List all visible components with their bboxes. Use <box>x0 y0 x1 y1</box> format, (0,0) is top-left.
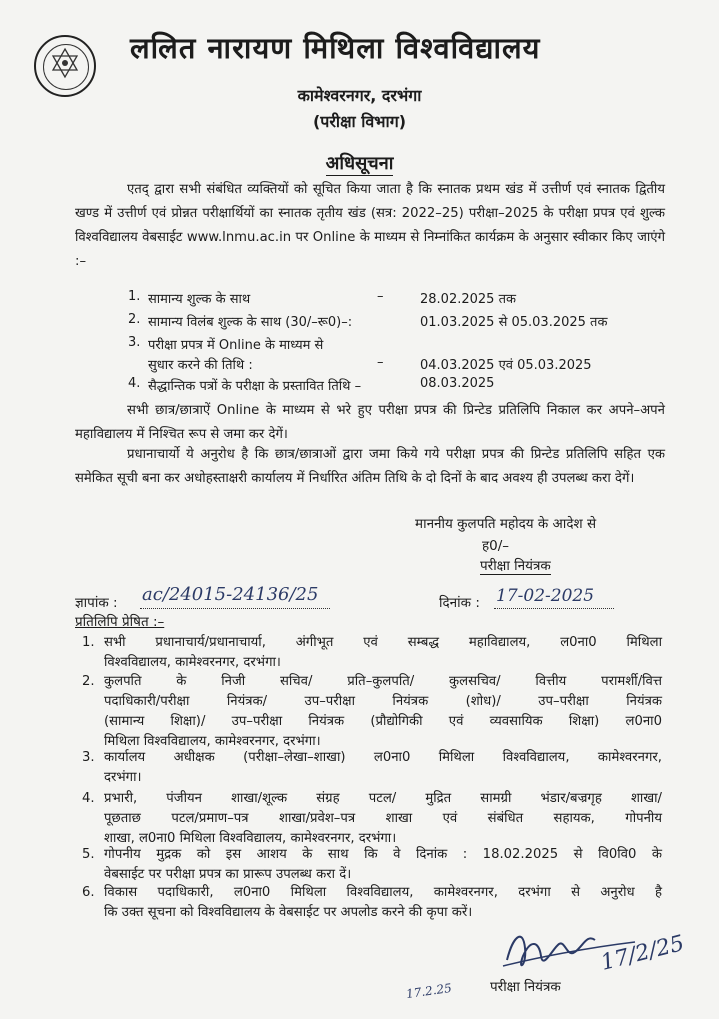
intro-paragraph: एतद् द्वारा सभी संबंधित व्यक्तियों को सूचित किया जाता है कि स्नातक प्रथम खंड में उत्तीर्ण एवं स्नातक द्वितीय खण्ड में उत्तीर्ण एवं प्रोन्नत परीक्षार्थियों का स्नातक तृतीय खंड (सत्र: 2022–25) परीक्षा–2025 के परीक्षा प्रपत्र एवं शुल्क विश्वविद्यालय वेबसाईट www.lnmu.ac.in पर Online के माध्यम से निम्नांकित कार्यक्रम के अनुसार स्वीकार किए जाएंगे :– <box>75 182 665 269</box>
schedule-text-continued: सुधार करने की तिथि : <box>148 358 253 373</box>
schedule-dash: – <box>377 355 384 370</box>
distribution-item: कार्यालय अधीक्षक (परीक्षा–लेखा–शाखा) ल0ना0 मिथिला विश्वविद्यालय, कामेश्वरनगर, दरभंगा। <box>104 750 662 785</box>
distribution-number: 4. <box>82 791 95 806</box>
date-value: 17-02-2025 <box>496 586 595 606</box>
distribution-item: प्रभारी, पंजीयन शाखा/शूल्क संग्रह पटल/ मुद्रित सामग्री भंडार/बज्रगृह शाखा/ पूछताछ पटल/प्रमाण–पत्र शाखा/प्रवेश–पत्र शाखा एवं संबंधित सहायक, गोपनीय शाखा, ल0ना0 मिथिला विश्वविद्यालय, कामेश्वरनगर, दरभंगा। <box>104 791 662 846</box>
date-label: दिनांक : <box>439 595 480 611</box>
hon-signature-mark: ह0/– <box>482 538 510 554</box>
schedule-date: 28.02.2025 तक <box>420 292 516 307</box>
schedule-text: सैद्धान्तिक पत्रों के परीक्षा के प्रस्तावित तिथि – <box>148 379 362 394</box>
schedule-number: 1. <box>128 289 141 304</box>
department-name: (परीक्षा विभाग) <box>312 112 407 131</box>
schedule-date: 08.03.2025 <box>420 376 495 391</box>
schedule-dash: – <box>377 289 384 304</box>
schedule-number: 2. <box>128 312 141 327</box>
schedule-date: 01.03.2025 से 05.03.2025 तक <box>420 315 608 330</box>
copy-forwarded-label: प्रतिलिपि प्रेषित :– <box>75 614 165 630</box>
distribution-number: 2. <box>82 674 95 689</box>
distribution-number: 5. <box>82 847 95 862</box>
distribution-number: 1. <box>82 635 95 650</box>
principals-paragraph: प्रधानाचार्यो ये अनुरोध है कि छात्र/छात्राओं द्वारा जमा किये गये परीक्षा प्रपत्र की प्रिन्टेड प्रतिलिपि सहित एक समेकित सूची बना कर अधोहस्ताक्षरी कार्यालय में निर्धारित अंतिम तिथि के दो दिनों के बाद अवश्य ही उपलब्ध करा देगें। <box>75 447 665 486</box>
schedule-number: 3. <box>128 335 141 350</box>
university-address: कामेश्वरनगर, दरभंगा <box>297 86 422 105</box>
schedule-text: सामान्य विलंब शुल्क के साथ (30/–रू0)–: <box>148 315 353 330</box>
distribution-item: कुलपति के निजी सचिव/ प्रति–कुलपति/ कुलसचिव/ वित्तीय परामर्शी/वित्त पदाधिकारी/परीक्षा नियंत्रक/ उप–परीक्षा नियंत्रक (शोध)/ उप–परीक्षा नियंत्रक (सामान्य शिक्षा)/ उप–परीक्षा नियंत्रक (प्रौद्योगिकी एवं व्यवसायिक शिक्षा) ल0ना0 मिथिला विश्वविद्यालय, कामेश्वरनगर, दरभंगा। <box>104 674 662 749</box>
date-underline <box>494 608 614 609</box>
order-signatory: परीक्षा नियंत्रक <box>480 558 551 574</box>
signature-date: 17/2/25 <box>598 931 687 976</box>
distribution-item: सभी प्रधानाचार्य/प्रधानाचार्या, अंगीभूत एवं सम्बद्ध महाविद्यालय, ल0ना0 मिथिला विश्वविद्यालय, कामेश्वरनगर, दरभंगा। <box>104 635 662 670</box>
memo-label: ज्ञापांक : <box>75 595 118 611</box>
distribution-item: विकास पदाधिकारी, ल0ना0 मिथिला विश्वविद्यालय, कामेश्वरनगर, दरभंगा से अनुरोध है कि उक्त सूचना को विश्वविद्यालय के वेबसाईट पर अपलोड करने की कृपा करें। <box>104 885 662 920</box>
schedule-text: सामान्य शुल्क के साथ <box>148 292 251 307</box>
distribution-item: गोपनीय मुद्रक को इस आशय के साथ कि वे दिनांक : 18.02.2025 से वि0वि0 के वेबसाईट पर परीक्षा प्रपत्र का प्रारूप उपलब्ध करा दें। <box>104 847 662 882</box>
memo-underline <box>140 608 330 609</box>
schedule-date: 04.03.2025 एवं 05.03.2025 <box>420 358 592 373</box>
memo-number: ac/24015-24136/25 <box>142 584 319 605</box>
schedule-text: परीक्षा प्रपत्र में Online के माध्यम से <box>148 338 324 353</box>
notice-title: अधिसूचना <box>325 153 394 174</box>
schedule-number: 4. <box>128 376 141 391</box>
submission-paragraph: सभी छात्र/छात्राऐं Online के माध्यम से भरे हुए परीक्षा प्रपत्र की प्रिन्टेड प्रतिलिपि निकाल कर अपने–अपने महाविद्यालय में निश्चित रूप से जमा कर देगें। <box>75 403 665 442</box>
initials-mark: 17.2.25 <box>405 980 453 1002</box>
distribution-number: 3. <box>82 750 95 765</box>
order-line: माननीय कुलपति महोदय के आदेश से <box>415 516 597 532</box>
distribution-number: 6. <box>82 885 95 900</box>
university-name: ललित नारायण मिथिला विश्वविद्यालय <box>130 31 541 65</box>
footer-signatory: परीक्षा नियंत्रक <box>490 979 561 995</box>
